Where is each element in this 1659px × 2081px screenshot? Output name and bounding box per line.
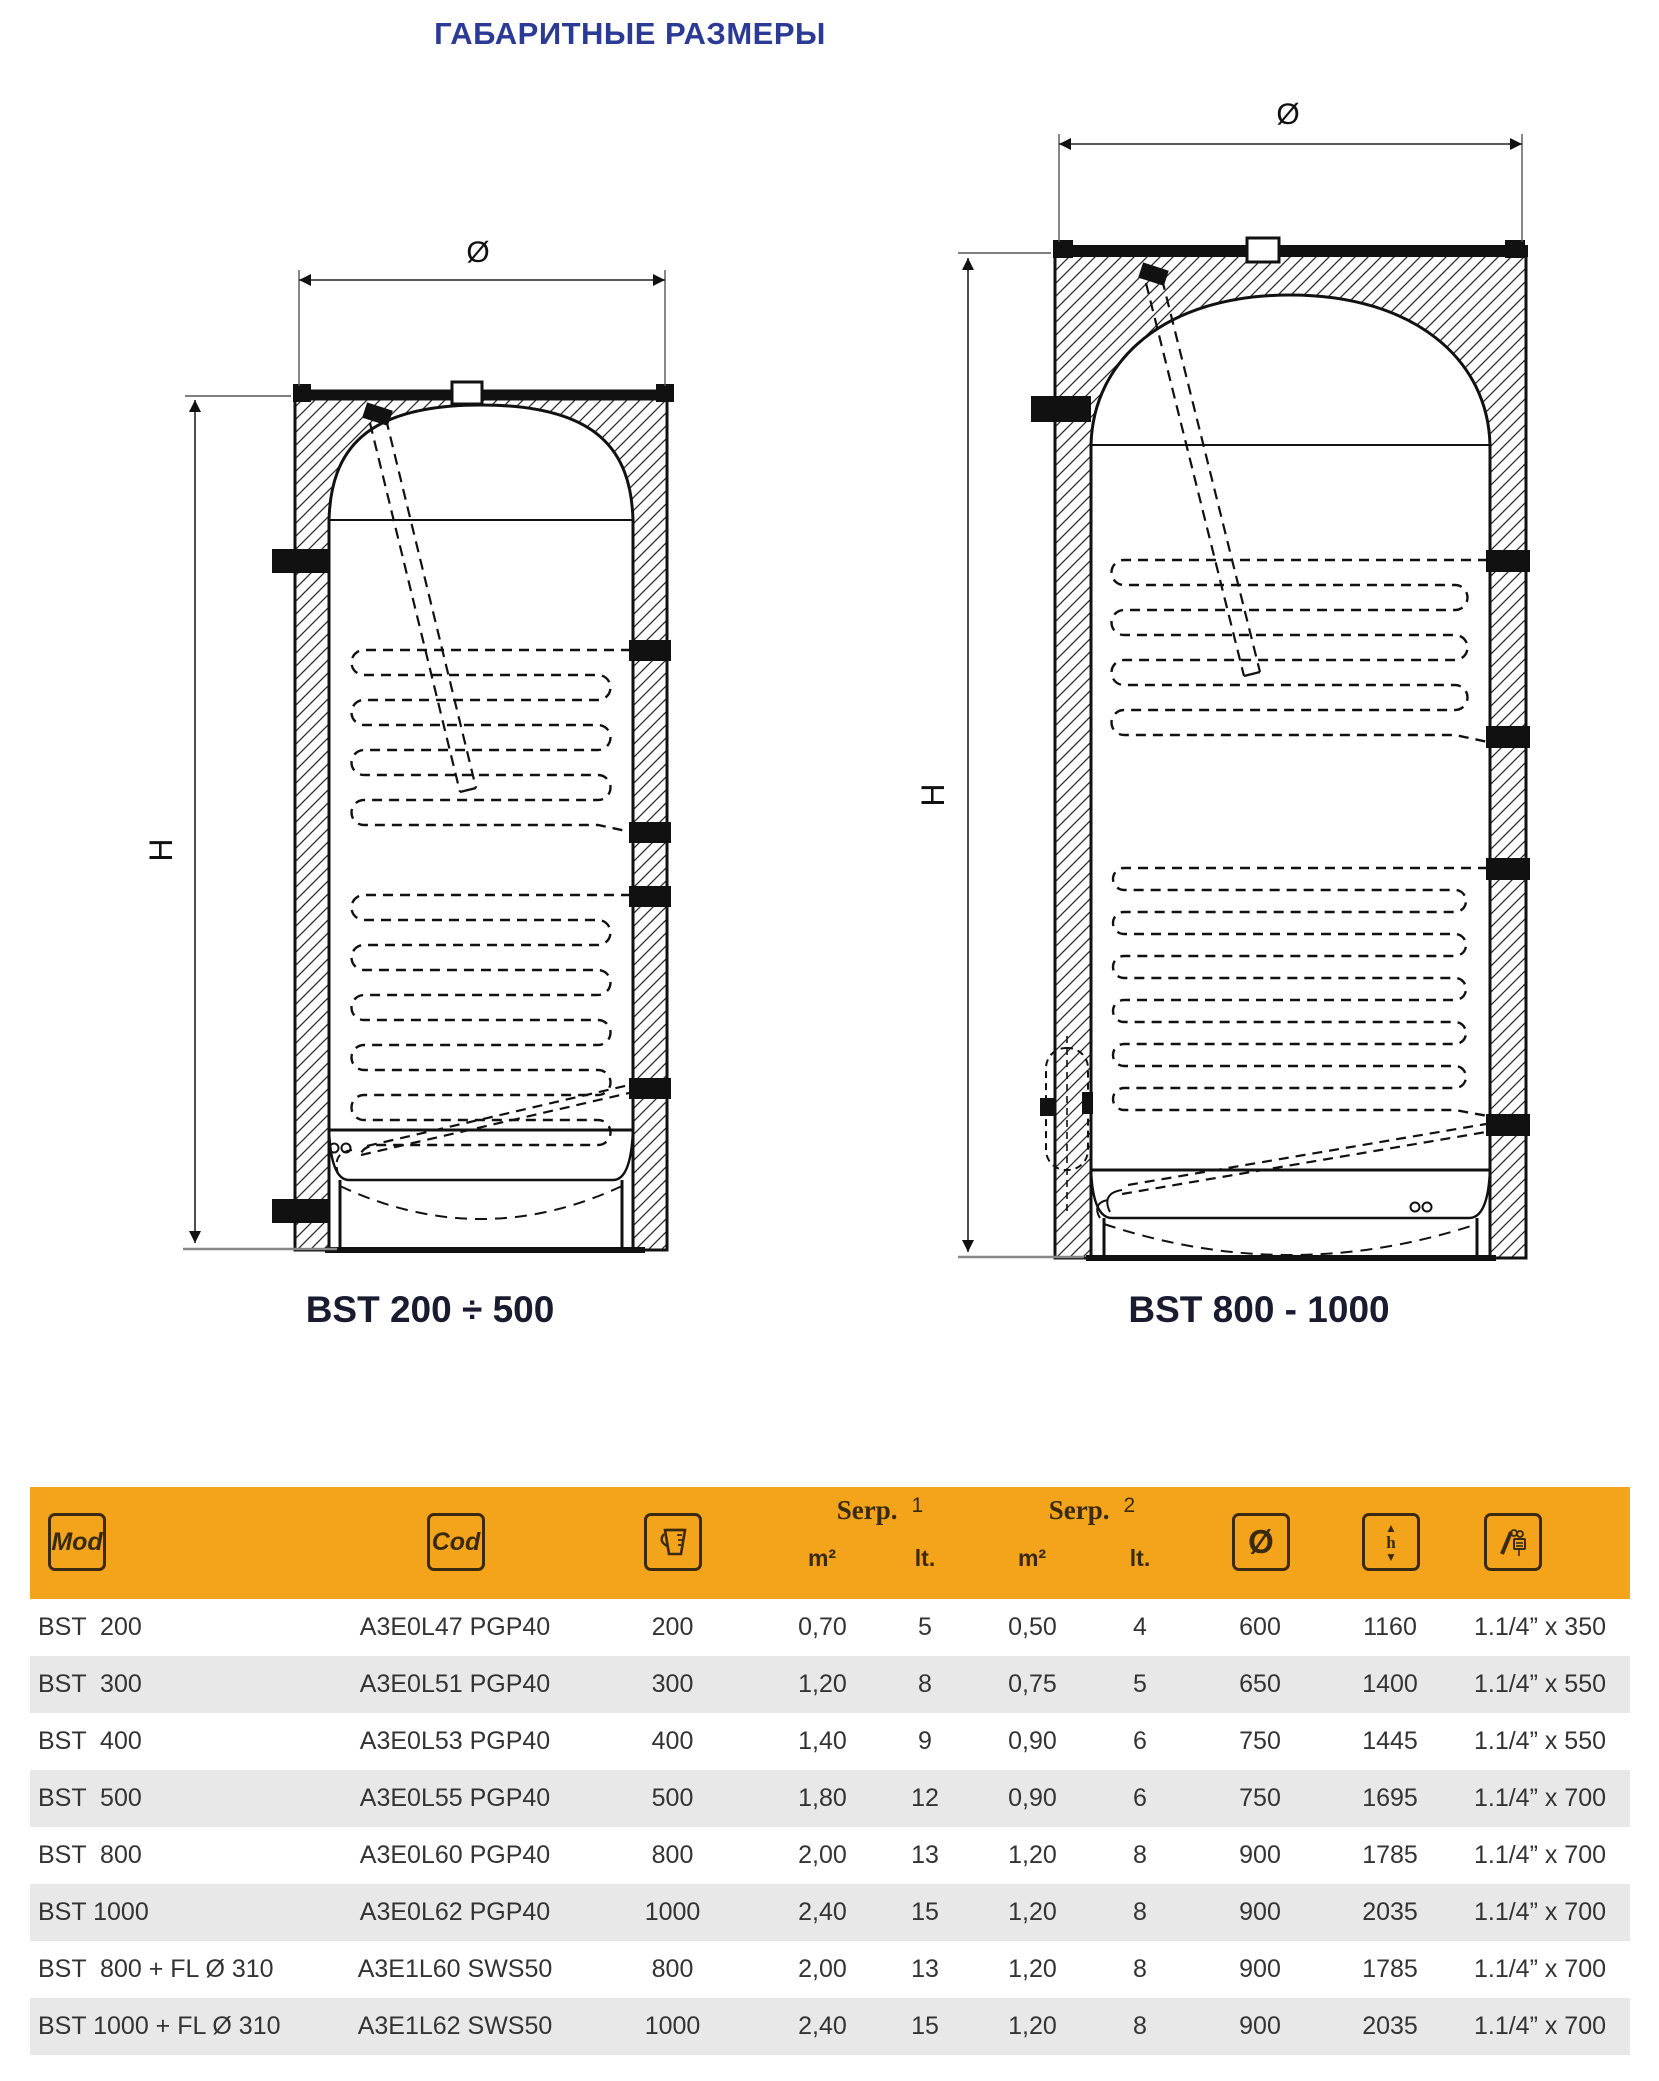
cod-icon xyxy=(427,1513,485,1571)
cell-height: 1400 xyxy=(1362,1670,1418,1698)
cell-serp1-m2: 0,70 xyxy=(798,1613,847,1641)
cell-serp1-lt: 12 xyxy=(911,1784,939,1812)
cell-cod: A3E0L47 PGP40 xyxy=(359,1613,551,1641)
table-row xyxy=(30,1770,1630,1827)
diameter-icon xyxy=(1232,1513,1290,1571)
cell-serp2-m2: 0,90 xyxy=(1008,1784,1057,1812)
table-row xyxy=(30,1599,1630,1656)
mod-icon xyxy=(48,1513,106,1571)
cell-height: 1695 xyxy=(1362,1784,1418,1812)
specification-table xyxy=(30,1487,1630,2055)
serp1-number: 1 xyxy=(911,1494,924,1517)
left-diameter-label: Ø xyxy=(466,236,490,269)
height-letter: h xyxy=(1386,1532,1396,1552)
cell-mod: BST 800 xyxy=(38,1841,142,1869)
table-body xyxy=(30,1599,1630,2055)
cell-serp1-m2: 1,40 xyxy=(798,1727,847,1755)
cell-serp2-m2: 0,50 xyxy=(1008,1613,1057,1641)
cell-diameter: 900 xyxy=(1239,1955,1281,1983)
cell-connection: 1.1/4” x 700 xyxy=(1473,1955,1607,1983)
mod-label: Mod xyxy=(51,1527,103,1556)
cell-connection: 1.1/4” x 700 xyxy=(1473,2012,1607,2040)
cod-label: Cod xyxy=(431,1527,481,1556)
cell-mod: BST 1000 + FL Ø 310 xyxy=(38,2012,281,2040)
table-row xyxy=(30,1713,1630,1770)
left-diameter-dimension xyxy=(299,236,665,386)
cell-cod: A3E0L51 PGP40 xyxy=(359,1670,551,1698)
cell-cod: A3E0L62 PGP40 xyxy=(359,1898,551,1926)
cell-connection: 1.1/4” x 550 xyxy=(1473,1670,1607,1698)
cell-serp2-lt: 8 xyxy=(1133,2012,1147,2040)
left-height-label: H xyxy=(143,838,179,862)
measuring-cup-icon xyxy=(644,1513,702,1571)
cell-connection: 1.1/4” x 700 xyxy=(1473,1784,1607,1812)
down-arrow-icon: ▼ xyxy=(1385,1549,1397,1564)
right-tank-drawing xyxy=(915,98,1530,1330)
cell-diameter: 650 xyxy=(1239,1670,1281,1698)
cell-capacity: 500 xyxy=(651,1784,694,1812)
cell-serp1-m2: 1,20 xyxy=(798,1670,847,1698)
cell-serp1-lt: 8 xyxy=(918,1670,932,1698)
cell-connection: 1.1/4” x 700 xyxy=(1473,1841,1607,1869)
cell-height: 1785 xyxy=(1362,1955,1418,1983)
cell-serp1-m2: 2,40 xyxy=(798,1898,847,1926)
table-row xyxy=(30,1656,1630,1713)
serp1-label: Serp. xyxy=(836,1495,898,1525)
serp2-number: 2 xyxy=(1123,1494,1136,1517)
right-height-label: H xyxy=(915,783,951,807)
cell-serp2-m2: 1,20 xyxy=(1008,1841,1057,1869)
serp2-label: Serp. xyxy=(1048,1495,1110,1525)
cell-serp2-lt: 5 xyxy=(1133,1670,1147,1698)
cell-diameter: 750 xyxy=(1239,1727,1281,1755)
cell-height: 1445 xyxy=(1362,1727,1418,1755)
cell-cod: A3E1L60 SWS50 xyxy=(357,1955,553,1983)
right-diameter-dimension xyxy=(1059,98,1522,242)
serp1-header xyxy=(780,1495,980,1526)
table-header xyxy=(30,1487,1630,1599)
cell-diameter: 750 xyxy=(1239,1784,1281,1812)
cell-capacity: 400 xyxy=(651,1727,694,1755)
cell-height: 1785 xyxy=(1362,1841,1418,1869)
cell-serp2-m2: 1,20 xyxy=(1008,2012,1057,2040)
cell-connection: 1.1/4” x 700 xyxy=(1473,1898,1607,1926)
serp1-lt-unit: lt. xyxy=(914,1545,936,1571)
cell-diameter: 900 xyxy=(1239,2012,1281,2040)
serp2-lt-unit: lt. xyxy=(1129,1545,1151,1571)
cell-capacity: 300 xyxy=(651,1670,694,1698)
serp2-header xyxy=(992,1495,1192,1526)
cell-height: 2035 xyxy=(1362,2012,1418,2040)
cell-height: 2035 xyxy=(1362,1898,1418,1926)
table-row xyxy=(30,1827,1630,1884)
cell-diameter: 900 xyxy=(1239,1898,1281,1926)
cell-serp2-lt: 6 xyxy=(1133,1784,1147,1812)
diameter-symbol: Ø xyxy=(1248,1523,1274,1560)
cell-cod: A3E0L55 PGP40 xyxy=(359,1784,551,1812)
cell-connection: 1.1/4” x 350 xyxy=(1473,1613,1607,1641)
anode-connection-icon xyxy=(1484,1513,1542,1571)
cell-capacity: 800 xyxy=(651,1841,694,1869)
cell-height: 1160 xyxy=(1363,1613,1417,1641)
cell-serp2-m2: 1,20 xyxy=(1008,1898,1057,1926)
cell-serp2-m2: 0,75 xyxy=(1008,1670,1057,1698)
cell-cod: A3E1L62 SWS50 xyxy=(357,2012,553,2040)
up-arrow-icon: ▲ xyxy=(1385,1520,1397,1535)
right-tank-caption: BST 800 - 1000 xyxy=(1128,1289,1390,1330)
cell-serp1-lt: 13 xyxy=(911,1955,939,1983)
table-row xyxy=(30,1998,1630,2055)
cell-mod: BST 500 xyxy=(38,1784,142,1812)
cell-serp2-m2: 0,90 xyxy=(1008,1727,1057,1755)
cell-serp2-lt: 8 xyxy=(1133,1955,1147,1983)
cell-capacity: 1000 xyxy=(644,1898,701,1926)
cell-serp2-lt: 6 xyxy=(1133,1727,1147,1755)
cell-diameter: 600 xyxy=(1239,1613,1281,1641)
cell-serp2-lt: 8 xyxy=(1133,1841,1147,1869)
cell-serp2-m2: 1,20 xyxy=(1008,1955,1057,1983)
cell-diameter: 900 xyxy=(1239,1841,1281,1869)
left-tank-drawing xyxy=(143,236,674,1330)
cell-serp1-m2: 1,80 xyxy=(798,1784,847,1812)
cell-serp1-lt: 15 xyxy=(911,2012,939,2040)
table-row xyxy=(30,1884,1630,1941)
serp2-m2-unit: m² xyxy=(1017,1545,1047,1571)
cell-mod: BST 300 xyxy=(38,1670,142,1698)
cell-serp1-lt: 9 xyxy=(918,1727,932,1755)
cell-serp1-lt: 15 xyxy=(911,1898,939,1926)
cell-mod: BST 200 xyxy=(38,1613,142,1641)
page-title: ГАБАРИТНЫЕ РАЗМЕРЫ xyxy=(434,16,826,51)
cell-serp1-m2: 2,00 xyxy=(798,1955,847,1983)
cell-serp1-lt: 5 xyxy=(918,1613,932,1641)
cell-cod: A3E0L53 PGP40 xyxy=(359,1727,551,1755)
cell-capacity: 200 xyxy=(651,1613,694,1641)
cell-serp1-m2: 2,00 xyxy=(798,1841,847,1869)
cell-cod: A3E0L60 PGP40 xyxy=(359,1841,551,1869)
cell-serp2-lt: 4 xyxy=(1133,1613,1147,1641)
cell-serp1-m2: 2,40 xyxy=(798,2012,847,2040)
cell-serp1-lt: 13 xyxy=(911,1841,939,1869)
cell-capacity: 800 xyxy=(651,1955,694,1983)
height-icon xyxy=(1362,1513,1420,1571)
serp1-m2-unit: m² xyxy=(807,1545,837,1571)
left-tank-caption: BST 200 ÷ 500 xyxy=(305,1289,555,1330)
cell-connection: 1.1/4” x 550 xyxy=(1473,1727,1607,1755)
cell-capacity: 1000 xyxy=(644,2012,701,2040)
right-diameter-label: Ø xyxy=(1276,98,1300,131)
cell-mod: BST 1000 xyxy=(38,1898,149,1926)
cell-serp2-lt: 8 xyxy=(1133,1898,1147,1926)
table-row xyxy=(30,1941,1630,1998)
cell-mod: BST 800 + FL Ø 310 xyxy=(38,1955,274,1983)
cell-mod: BST 400 xyxy=(38,1727,142,1755)
